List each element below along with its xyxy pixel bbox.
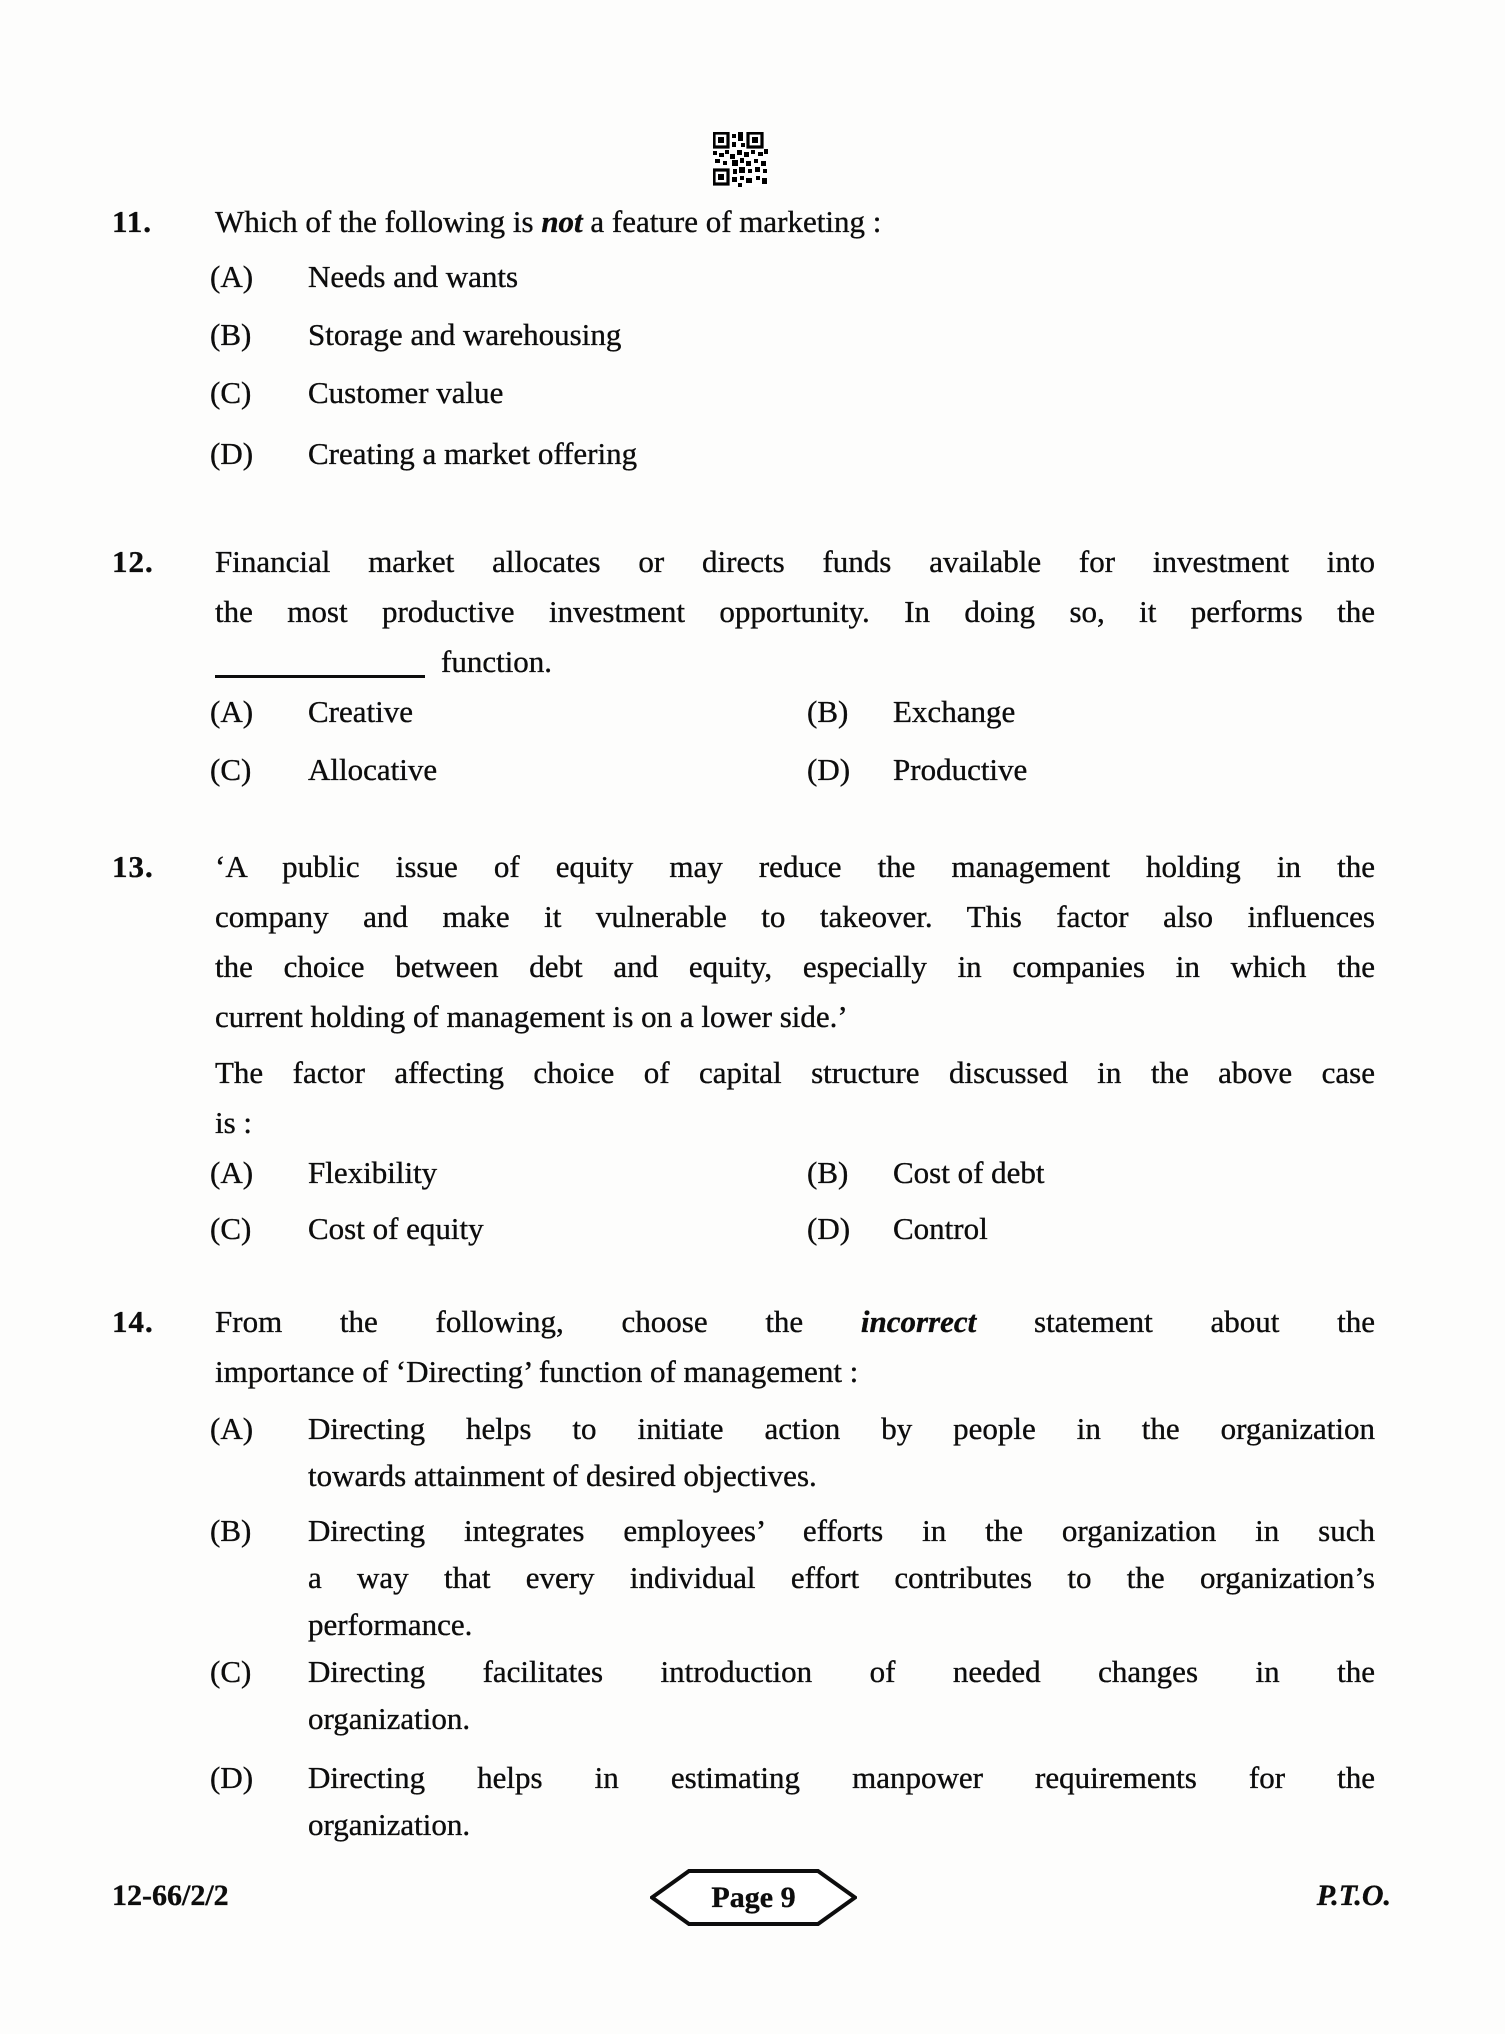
option-label: (C) [210,1654,252,1689]
option-text: Exchange [893,694,1016,729]
stem-line: The factor affecting choice of capital structure discussed in the above case [215,1055,1375,1090]
option-paragraph [210,1507,1375,1648]
emphasized-word: not [541,204,583,239]
option-text: Productive [893,752,1028,787]
option-row [112,429,1393,479]
option-label: (B) [210,1513,252,1548]
option-text: Allocative [308,752,438,787]
option-row [112,1148,1393,1198]
option-label: (A) [210,1155,254,1190]
option-label: (A) [210,259,254,294]
question-stem: Which of the following is not a feature of marketing : [215,204,882,239]
option-row [112,310,1393,360]
option-label: (C) [210,752,252,787]
option-text: Storage and warehousing [308,317,622,352]
blank-underline [215,673,425,678]
question-13 [112,842,1393,1254]
stem-line: the choice between debt and equity, especially in companies in which the [215,949,1375,984]
stem-line: ‘A public issue of equity may reduce the management holding in the [215,849,1375,884]
option-row [112,252,1393,302]
question-number: 14. [112,1304,154,1339]
option-row [112,687,1393,737]
option-row [112,745,1393,795]
question-number: 11. [112,204,153,239]
option-text-line: Directing integrates employees’ efforts in the organization in such [308,1513,1375,1548]
option-label: (C) [210,375,252,410]
option-text: Customer value [308,375,504,410]
question-11 [112,197,1393,479]
stem-line: company and make it vulnerable to takeover. This factor also influences [215,899,1375,934]
option-text: Control [893,1211,988,1246]
option-row [112,368,1393,418]
option-text-line: a way that every individual effort contributes to the organization’s [308,1560,1375,1595]
option-paragraph [210,1648,1375,1742]
stem-line: is : [215,1105,253,1140]
option-text: Creative [308,694,414,729]
option-label: (B) [210,317,252,352]
option-label: (A) [210,694,254,729]
stem-line: Financial market allocates or directs funds available for investment into [215,544,1375,579]
stem-line: From the following, choose the incorrect statement about the [215,1304,1375,1339]
question-number: 12. [112,544,154,579]
option-row [112,1204,1393,1254]
option-paragraph [210,1405,1375,1499]
option-text-line: Directing facilitates introduction of needed changes in the [308,1654,1375,1689]
option-text-line: Directing helps to initiate action by people in the organization [308,1411,1375,1446]
pto-label: P.T.O. [1316,1879,1391,1912]
question-number: 13. [112,849,154,884]
question-14 [112,1297,1393,1848]
stem-line: the most productive investment opportunity. In doing so, it performs the [215,594,1375,629]
option-text-line: organization. [308,1807,471,1842]
paper-code: 12-66/2/2 [112,1879,229,1912]
option-label: (D) [210,1760,254,1795]
option-label: (D) [807,1211,851,1246]
option-text-line: Directing helps in estimating manpower requirements for the [308,1760,1375,1795]
option-text-line: organization. [308,1701,471,1736]
option-text: Cost of equity [308,1211,484,1246]
stem-line: current holding of management is on a lower side.’ [215,999,848,1034]
option-label: (B) [807,694,849,729]
page-number-label: Page 9 [711,1880,796,1914]
page-number-badge [650,1868,857,1927]
option-text: Creating a market offering [308,436,638,471]
option-text-line: performance. [308,1607,473,1642]
option-label: (C) [210,1211,252,1246]
option-label: (D) [210,436,254,471]
qr-code-icon [713,132,768,187]
option-label: (B) [807,1155,849,1190]
option-label: (D) [807,752,851,787]
fill-in-blank-line: function. [215,637,1375,687]
option-label: (A) [210,1411,254,1446]
option-text: Flexibility [308,1155,438,1190]
option-paragraph [210,1754,1375,1848]
option-text-line: towards attainment of desired objectives. [308,1458,817,1493]
question-12 [112,537,1393,795]
option-text: Cost of debt [893,1155,1045,1190]
emphasized-word: incorrect [860,1304,977,1339]
stem-line: importance of ‘Directing’ function of management : [215,1354,859,1389]
option-text: Needs and wants [308,259,519,294]
